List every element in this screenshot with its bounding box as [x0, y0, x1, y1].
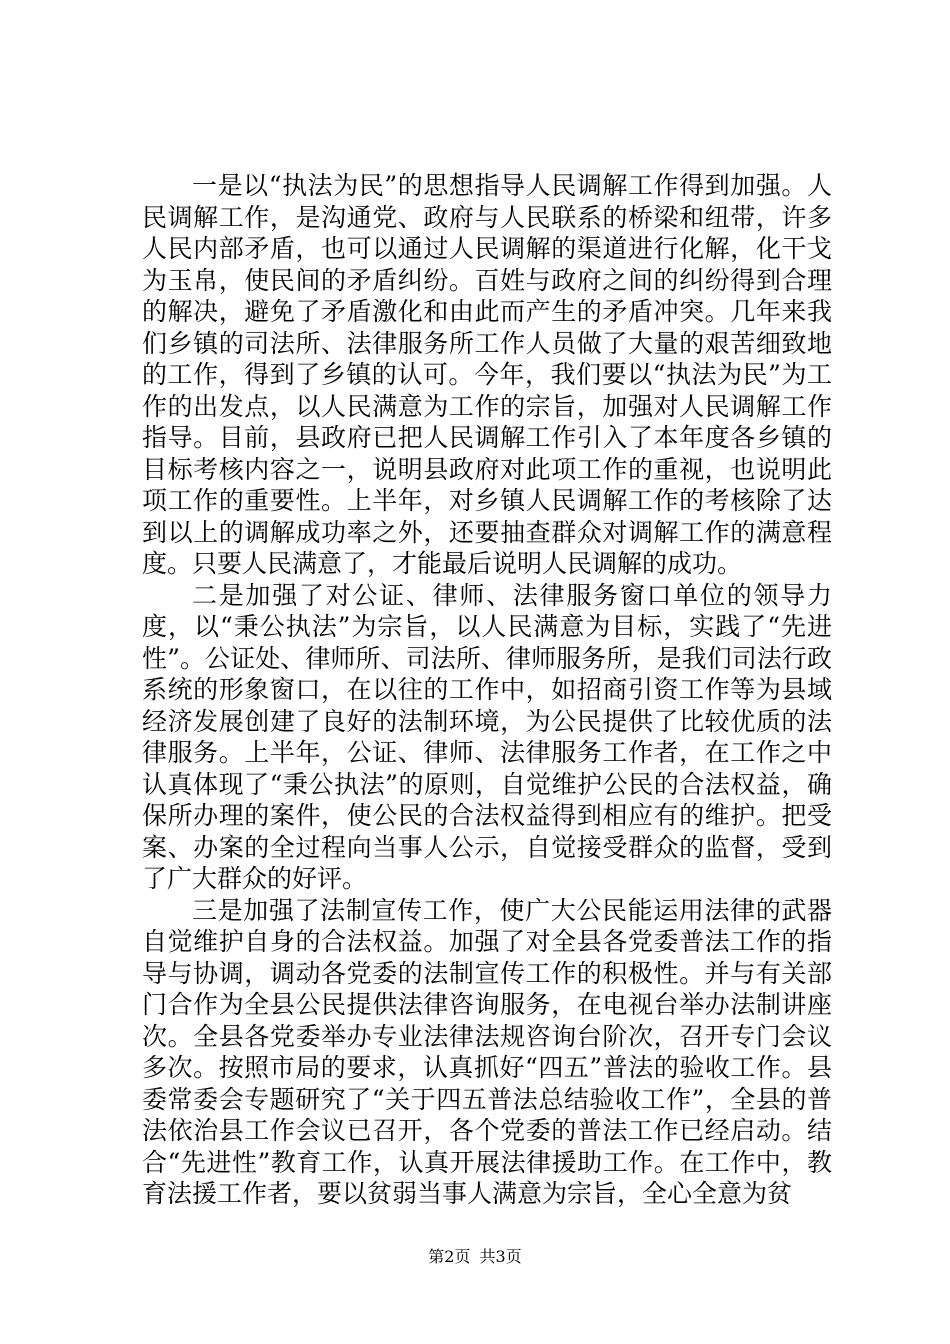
paragraph-1: 一是以“执法为民”的思想指导人民调解工作得到加强。人民调解工作，是沟通党、政府与人民联系的桥梁和纽带，许多人民内部矛盾，也可以通过人民调解的渠道进行化解，化干戈为玉帛，使民间的矛盾纠纷。百姓与政府之间的纠纷得到合理的解决，避免了矛盾激化和由此而产生的矛盾冲突。几年来我们乡镇的司法所、法律服务所工作人员做了大量的艰苦细致地的工作，得到了乡镇的认可。今年，我们要以“执法为民”为工作的出发点，以人民满意为工作的宗旨，加强对人民调解工作指导。目前，县政府已把人民调解工作引入了本年度各乡镇的目标考核内容之一，说明县政府对此项工作的重视，也说明此项工作的重要性。上半年，对乡镇人民调解工作的考核除了达到以上的调解成功率之外，还要抽查群众对调解工作的满意程度。只要人民满意了，才能最后说明人民调解的成功。 — [142, 171, 832, 578]
page-footer — [0, 1244, 950, 1267]
document-body — [142, 170, 832, 1210]
paragraph-3: 三是加强了法制宣传工作，使广大公民能运用法律的武器自觉维护自身的合法权益。加强了对全县各党委普法工作的指导与协调，调动各党委的法制宣传工作的积极性。并与有关部门合作为全县公民提供法律咨询服务，在电视台举办法制讲座次。全县各党委举办专业法律法规咨询台阶次，召开专门会议多次。按照市局的要求，认真抓好“四五”普法的验收工作。县委常委会专题研究了“关于四五普法总结验收工作”，全县的普法依治县工作会议已召开，各个党委的普法工作已经启动。结合“先进性”教育工作，认真开展法律援助工作。在工作中，教育法援工作者，要以贫弱当事人满意为宗旨，全心全意为贫 — [142, 895, 832, 1208]
paragraph-2: 二是加强了对公证、律师、法律服务窗口单位的领导力度，以“秉公执法”为宗旨，以人民满意为目标，实践了“先进性”。公证处、律师所、司法所、律师服务所，是我们司法行政系统的形象窗口，在以往的工作中，如招商引资工作等为县域经济发展创建了良好的法制环境，为公民提供了比较优质的法律服务。上半年，公证、律师、法律服务工作者，在工作之中认真体现了“秉公执法”的原则，自觉维护公民的合法权益，确保所办理的案件，使公民的合法权益得到相应有的维护。把受案、办案的全过程向当事人公示，自觉接受群众的监督，受到了广大群众的好评。 — [142, 580, 832, 893]
page-number-total: 共3页 — [479, 1247, 522, 1266]
page-number-current: 第2页 — [428, 1247, 471, 1266]
